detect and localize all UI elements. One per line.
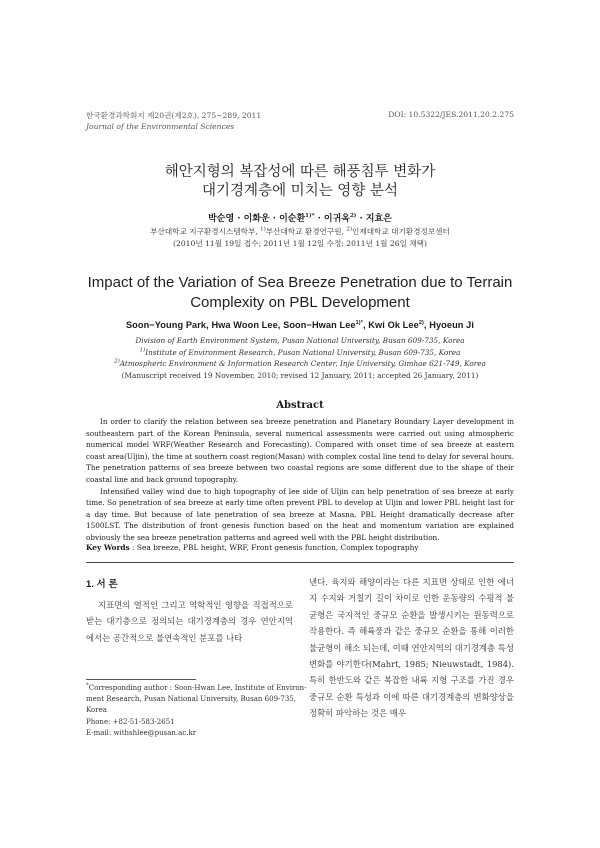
korean-affiliation xyxy=(0,226,600,250)
english-affiliation-3: Atmospheric Environment & Information Research Center, Inje University, Gimhae 621-749, Korea xyxy=(119,359,486,368)
body-right-column xyxy=(309,574,514,722)
korean-title-line1: 해안지형의 복잡성에 따른 해풍침투 변화가 xyxy=(164,164,436,180)
korean-title-line2: 대기경계층에 미치는 영향 분석 xyxy=(202,183,398,199)
footnote-email: E-mail: withshlee@pusan.ac.kr xyxy=(86,728,197,737)
english-author-group2: , Kwi Ok Lee xyxy=(362,320,419,330)
english-author-mark1: 1)* xyxy=(355,319,363,326)
doi: DOI: 10.5322/JES.2011.20.2.275 xyxy=(388,110,514,119)
abstract-paragraph-2: Intensified valley wind due to high topography of lee side of Uljin can help penetration of sea breeze at early time. So penetration of sea breeze at early time often prevent PBL to develop at Uljin and lower PBL height last for a day time. But because of late penetration of sea breeze at Masna, PBL Height dramatically decrease after 1500LST. The distribution of front genesis function based on the heat and momentum variation are explained obviously the sea breeze penetration patterns and agreed well with the PBL height distribution. xyxy=(86,486,514,542)
introduction-paragraph-right: 낸다. 육지와 해양이라는 다른 지표면 상태로 인한 에너지 수지와 거칠기 길이 차이로 인한 운동량의 수평적 불균형은 국지적인 중규모 순환을 발생시키는 원동력으로 작용한다. 즉 해륙풍과 같은 중규모 순환을 통해 이러한 불균형이 해소 되는데, 이때 연안지역의 대기경계층 특성 변화를 야기한다(Mahrt, 1985; Nieuwstadt, 1984). 특히 한반도와 같은 복잡한 내륙 지형 구조를 가진 경우 중규모 순환 특성과 이에 따른 대기경계층의 변화양상을 정확히 파악하는 것은 매우 xyxy=(309,577,514,719)
english-title xyxy=(0,273,600,313)
footnote-divider xyxy=(86,679,196,680)
korean-affiliation-1: 부산대학교 지구환경시스템학부, xyxy=(150,227,261,236)
korean-affiliation-3: 인제대학교 대기환경정보센터 xyxy=(352,227,450,236)
english-affiliation-mark2: 2) xyxy=(114,358,120,365)
footnote-mark: * xyxy=(86,682,89,689)
section-heading-introduction: 1. 서 론 xyxy=(86,579,118,590)
english-title-line2: Complexity on PBL Development xyxy=(190,294,410,311)
footnote-line-1: Corresponding author : Soon-Hwan Lee, Institute of Environ- xyxy=(88,684,307,692)
english-author-mark2: 2) xyxy=(418,319,424,326)
section-divider xyxy=(86,562,514,563)
korean-affiliation-mark2: 2) xyxy=(346,226,353,233)
english-affiliation-mark1: 1) xyxy=(139,347,146,354)
journal-name-english: Journal of the Environmental Sciences xyxy=(86,122,235,131)
keywords-text: : Sea breeze, PBL height, WRF, Front genesis function, Complex topography xyxy=(129,543,419,552)
korean-author-group1: 박순영 · 이화운 · 이순환 xyxy=(208,214,306,224)
korean-authors xyxy=(0,211,600,224)
footnote xyxy=(86,682,307,739)
footnote-phone: Phone: +82-51-583-2651 xyxy=(86,717,175,726)
footnote-line-3: Korea xyxy=(86,706,107,715)
manuscript-dates: (Manuscript received 19 November, 2010; revised 12 January, 2011; accepted 26 January, 2011) xyxy=(121,370,479,380)
footnote-line-2: ment Research, Pusan National University, Busan 609-735, xyxy=(86,695,296,704)
journal-header xyxy=(86,110,261,132)
english-authors xyxy=(0,320,600,330)
abstract-paragraph-1: In order to clarify the relation between sea breeze penetration and Planetary Boundary Layer development in southeastern part of the Korean Peninsula, several numerical assessments were carried out using atmospheric numerical model WRF(Weather Research and Forecasting). Compared with onset time of sea breeze at eastern coast area(Uljin), the time at southern coast region(Masan) with complex costal line tend to delay for several hours. The penetration patterns of sea breeze between two coastal regions are some different due to the shape of their coastal line and back ground topography. xyxy=(86,417,514,484)
keywords-label: Key Words xyxy=(86,543,130,552)
korean-author-group3: · 지효은 xyxy=(356,214,392,224)
abstract-body xyxy=(86,416,514,544)
body-left-column xyxy=(86,597,293,646)
english-author-group3: , Hyoeun Ji xyxy=(423,320,475,330)
abstract-heading: Abstract xyxy=(276,400,324,411)
english-affiliation-2: Institute of Environment Research, Pusan National University, Busan 609-735, Korea xyxy=(145,347,461,357)
english-author-group1: Soon−Young Park, Hwa Woon Lee, Soon−Hwan Lee xyxy=(125,320,356,330)
korean-affiliation-2: 부산대학교 환경연구원, xyxy=(265,227,347,236)
english-affiliation-1: Division of Earth Environment System, Pusan National University, Busan 609-735, Korea xyxy=(135,336,465,345)
english-affiliation xyxy=(0,335,600,381)
introduction-paragraph-left: 지표면의 열적인 그리고 역학적인 영향을 직접적으로 받는 대기층으로 정의되는 대기경계층의 경우 연안지역에서는 공간적으로 불연속적인 분포를 나타 xyxy=(86,600,293,643)
korean-affiliation-mark1: 1) xyxy=(260,226,266,233)
korean-dates: (2010년 11월 19일 접수; 2011년 1월 12일 수정; 2011년 1월 26일 채택) xyxy=(173,239,427,248)
korean-title xyxy=(0,163,600,201)
korean-author-mark1: 1)* xyxy=(305,213,315,219)
korean-author-mark2: 2) xyxy=(349,213,357,219)
keywords xyxy=(86,543,514,552)
english-title-line1: Impact of the Variation of Sea Breeze Penetration due to Terrain xyxy=(87,274,513,291)
journal-name-korean: 한국환경과학회지 제20권(제2호), 275∼289, 2011 xyxy=(86,111,262,120)
korean-author-group2: · 이귀옥 xyxy=(314,214,350,224)
